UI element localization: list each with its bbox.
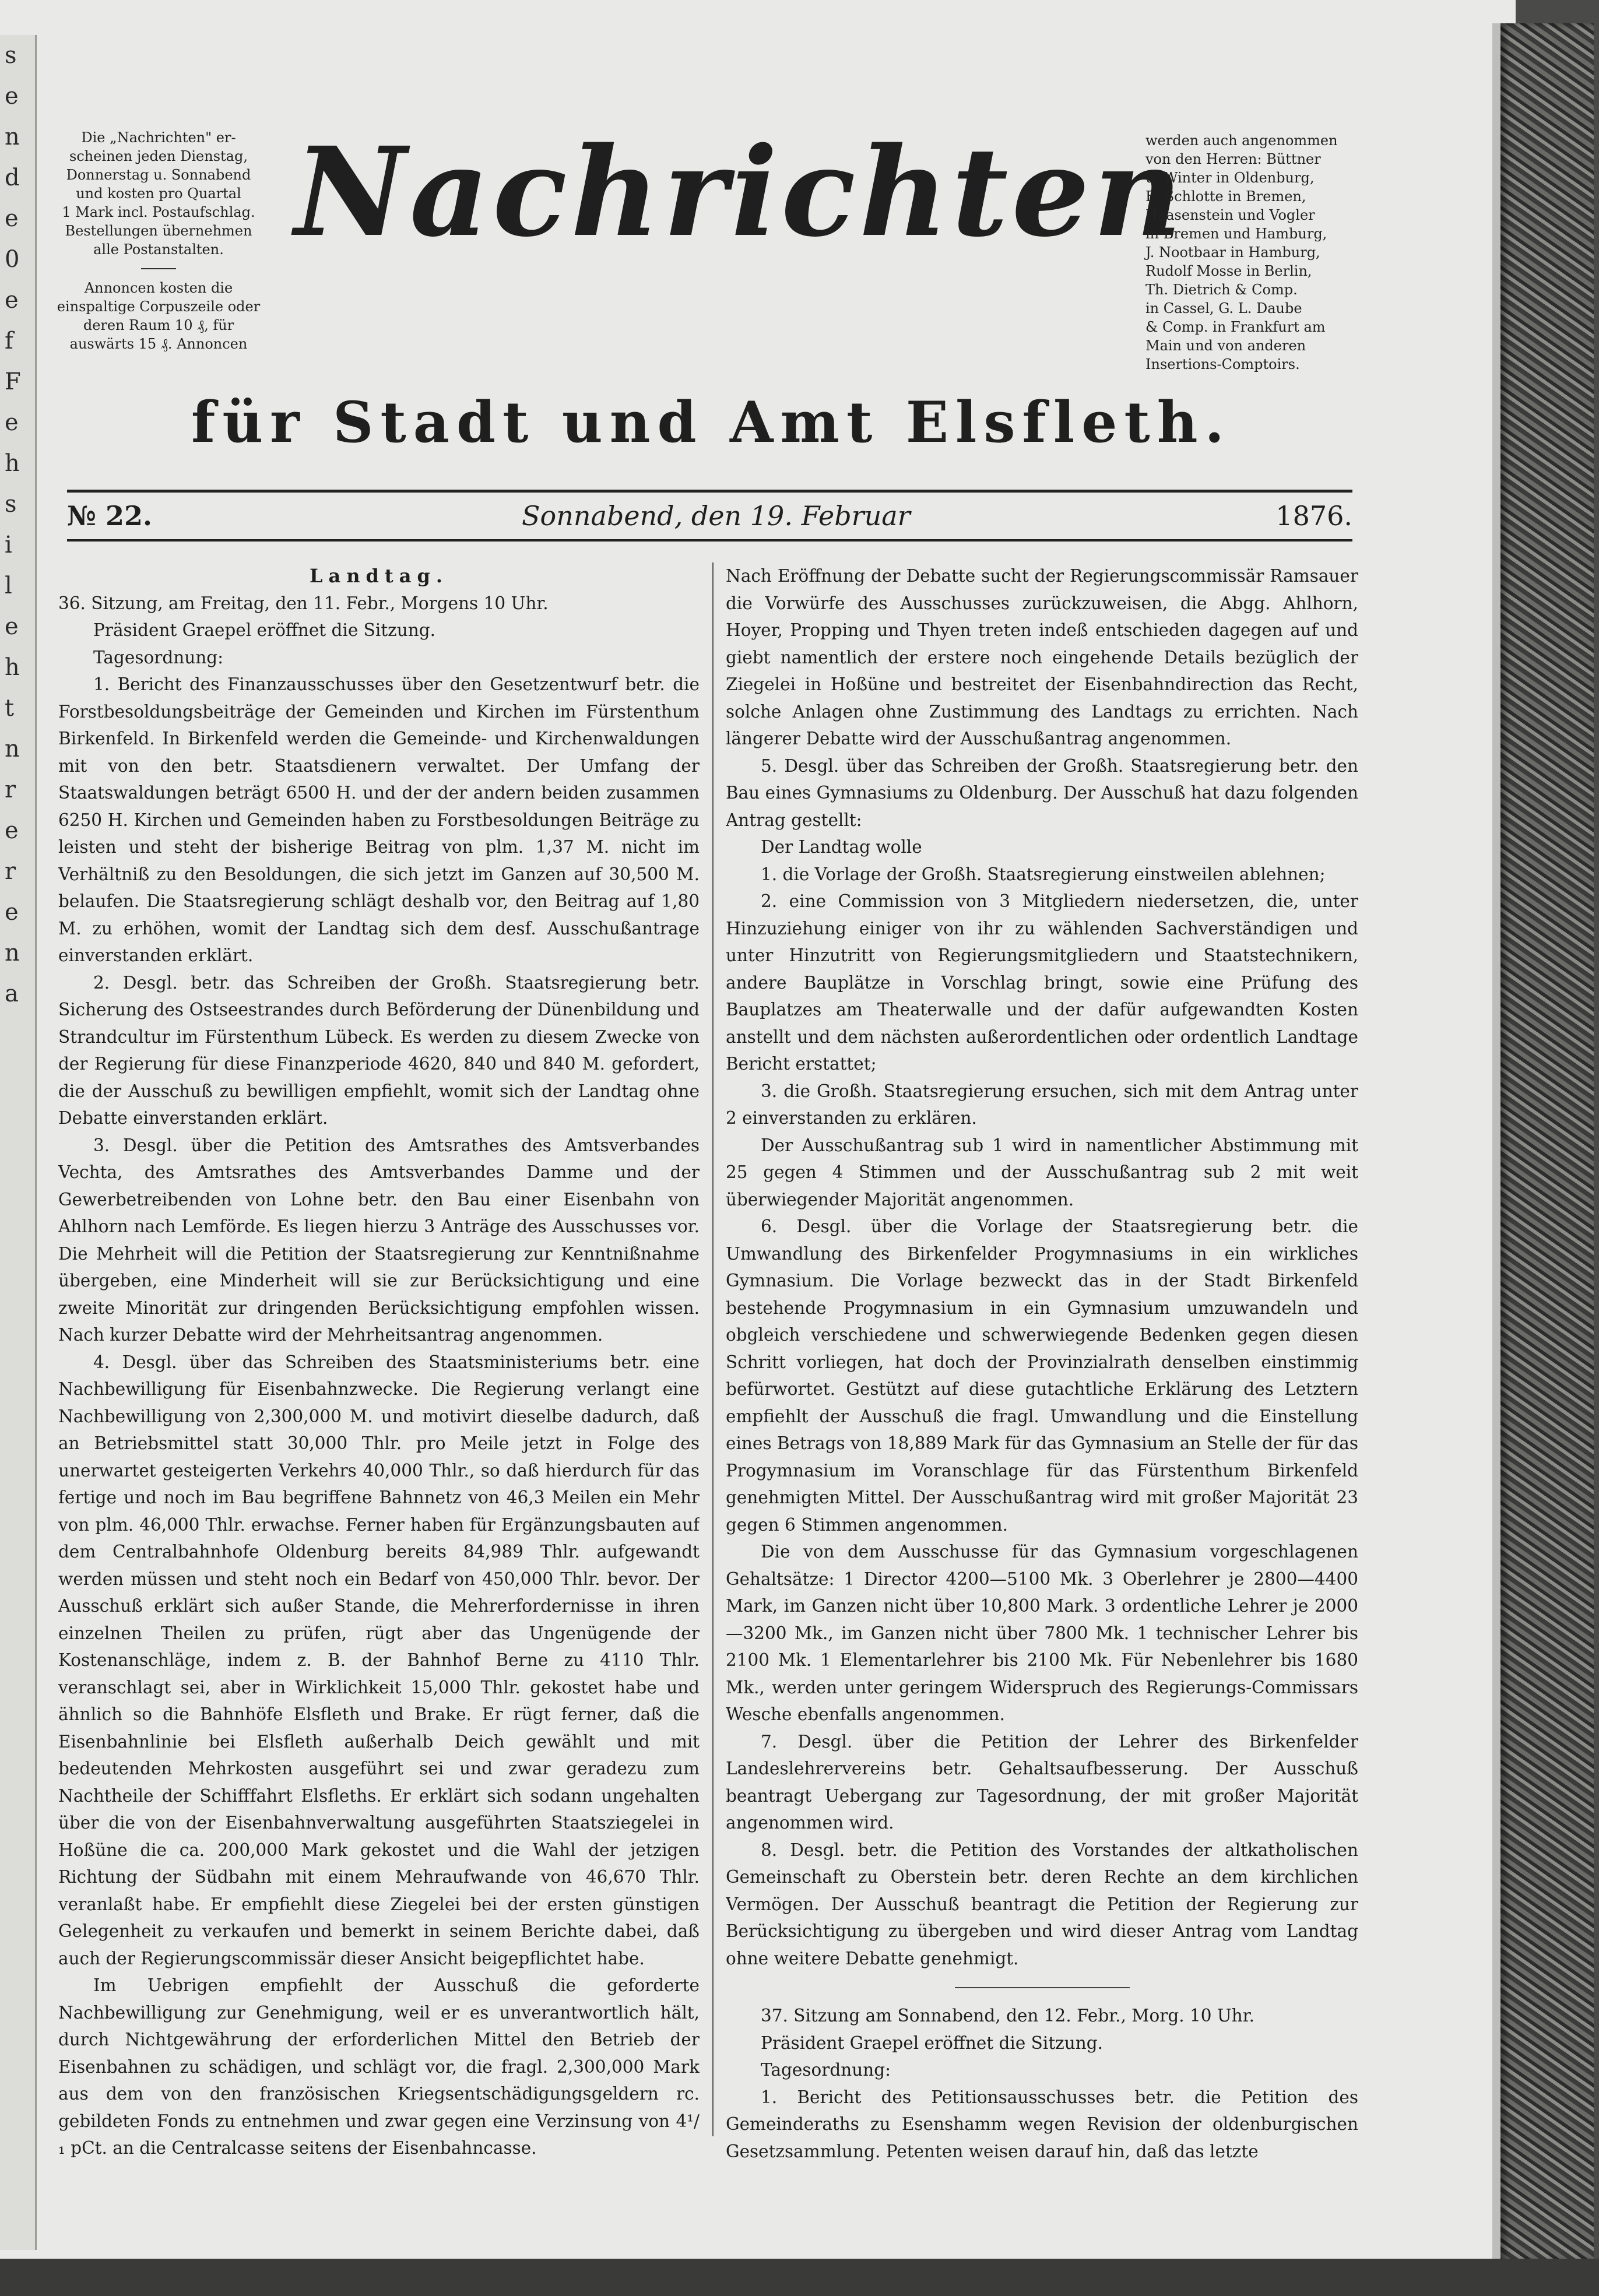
article-paragraph: Der Ausschußantrag sub 1 wird in namentlicher Abstimmung mit 25 gegen 4 Stimmen und der Ausschußantrag sub 2 mit weit überwiegender Majorität angenommen.: [726, 1135, 1358, 1209]
prev-page-fragment: e: [5, 613, 19, 640]
masthead-title: Nachrichten: [294, 120, 1186, 264]
prev-page-fragment: 0: [5, 246, 20, 273]
issue-number: № 22.: [67, 500, 153, 532]
agent-line: in Cassel, G. L. Daube: [1145, 300, 1302, 317]
prev-page-fragment: n: [5, 940, 20, 966]
article-paragraph: Nach Eröffnung der Debatte sucht der Regierungscommissär Ramsauer die Vorwürfe des Ausschusses zurückzuweisen, die Abgg. Ahlhorn, Hoyer, Propping und Thyen treten indeß entschieden dagegen auf und giebt namentlich der erstere noch eingehende Details bezüglich der Ziegelei in Hoßüne und bestreitet der Eisenbahndirection das Recht, solche Anlagen ohne Zustimmung des Landtags zu errichten. Nach längerer Debatte wird der Ausschußantrag angenommen.: [726, 566, 1358, 748]
article-paragraph: Tagesordnung:: [761, 2060, 891, 2080]
article-paragraph: 2. eine Commission von 3 Mitgliedern niedersetzen, die, unter Hinzuziehung einiger von ihr zu wählenden Sachverständigen und unter Hinzutritt von Regierungsmitgliedern und Staatstechnikern, andere Bauplätze in Vorschlag bringt, sowie eine Prüfung des Bauplatzes am Theaterwalle und der dafür aufgewandten Kosten anstellt und dem nächsten außerordentlichen oder ordentlich Landtage Bericht erstattet;: [726, 891, 1358, 1074]
prev-page-fragment: h: [5, 450, 20, 477]
article-paragraph: 4. Desgl. über das Schreiben des Staatsministeriums betr. eine Nachbewilligung für Eisenbahnzwecke. Die Regierung verlangt eine Nachbewilligung von 2,300,000 M. und motivirt dieselbe dadurch, daß an Betriebsmittel statt 30,000 Thlr. pro Meile jetzt in Folge des unerwartet gesteigerten Verkehrs 40,000 Thlr., so daß hierdurch für das fertige und noch im Bau begriffene Bahnnetz von 46,3 Meilen ein Mehr von plm. 46,000 Thlr. erwachse. Ferner haben für Ergänzungsbauten auf dem Centralbahnhofe Oldenburg bereits 84,989 Thlr. aufgewandt werden müssen und steht noch ein Bedarf von 450,000 Thlr. bevor. Der Ausschuß erklärt sich außer Stande, die Mehrerfordernisse in ihren einzelnen Theilen zu prüfen, rügt aber das Ungenügende der Kostenanschläge, indem z. B. der Bahnhof Berne zu 4110 Thlr. veranschlagt sei, aber in Wirklichkeit 15,000 Thlr. gekostet habe und ähnlich so die Bahnhöfe Elsfleth und Brake. Er rügt ferner, daß die Eisenbahnlinie bei Elsfleth außerhalb Deich gewählt und mit bedeutenden Mehrkosten ausgeführt sei und zwar geradezu zum Nachtheile der Schifffahrt Elsfleths. Er erklärt sich sodann ungehalten über die von der Eisenbahnverwaltung ausgeführten Staatsziegelei in Hoßüne die ca. 200,000 Mark gekostet und die Wahl der jetzigen Richtung der Südbahn mit einem Mehraufwande von 46,670 Thlr. veranlaßt habe. Er empfiehlt diese Ziegelei bei der ersten günstigen Gelegenheit zu verkaufen und bemerkt in seinem Berichte dabei, daß auch der Regierungscommissär dieser Ansicht beigepflichtet habe.: [58, 1352, 700, 1968]
article-paragraph: Die von dem Ausschusse für das Gymnasium vorgeschlagenen Gehaltsätze: 1 Director 4200—5100 Mk. 3 Oberlehrer je 2800—4400 Mark, im Ganzen nicht über 10,800 Mark. 3 ordentliche Lehrer je 2000—3200 Mk., im Ganzen nicht über 7800 Mk. 1 technischer Lehrer bis 2100 Mk. 1 Elementarlehrer bis 2100 Mk. Für Nebenlehrer bis 1680 Mk., werden unter geringem Widerspruch des Regierungs-Commissars Wesche ebenfalls angenommen.: [726, 1542, 1358, 1724]
agent-line: Main und von anderen: [1145, 337, 1306, 354]
prev-page-fragment: e: [5, 409, 19, 436]
prev-page-fragment: F: [5, 368, 21, 395]
issue-line: [67, 500, 1352, 535]
prev-page-fragment: s: [5, 42, 17, 69]
prev-page-fragment: d: [5, 164, 20, 191]
notice-line: Bestellungen übernehmen: [65, 223, 252, 239]
article-paragraph: 7. Desgl. über die Petition der Lehrer des Birkenfelder Landeslehrervereins betr. Gehaltsaufbesserung. Der Ausschuß beantragt Uebergang zur Tagesordnung, der mit großer Majorität angenommen wird.: [726, 1731, 1358, 1833]
prev-page-fragment: l: [5, 572, 12, 599]
prev-page-fragment: i: [5, 532, 12, 558]
agent-line: Th. Dietrich & Comp.: [1145, 282, 1298, 298]
notice-line: Donnerstag u. Sonnabend: [66, 167, 251, 183]
agent-line: & Comp. in Frankfurt am: [1145, 319, 1326, 335]
article-paragraph: Im Uebrigen empfiehlt der Ausschuß die geforderte Nachbewilligung zur Genehmigung, weil er es unverantwortlich hält, durch Nichtgewährung der erforderlichen Mittel den Betrieb der Eisenbahnen zu schädigen, und schlägt vor, die fragl. 2,300,000 Mark aus dem von den französischen Kriegsentschädigungsgeldern rc. gebildeten Fonds zu entnehmen und zwar gegen eine Verzinsung von 4¹/₁ pCt. an die Centralcasse seitens der Eisenbahncasse.: [58, 1975, 700, 2158]
prev-page-fragment: r: [5, 776, 16, 803]
prev-page-fragment: e: [5, 83, 19, 110]
prev-page-fragment: e: [5, 899, 19, 926]
agent-line: J. Nootbaar in Hamburg,: [1145, 244, 1320, 261]
column-divider: [712, 562, 714, 2136]
prev-page-fragment: n: [5, 124, 20, 150]
article-paragraph: Präsident Graepel eröffnet die Sitzung.: [93, 620, 435, 640]
article-column-right: [726, 562, 1358, 2212]
ad-rate-line: deren Raum 10 ₰, für: [83, 317, 234, 333]
agent-line: werden auch angenommen: [1145, 132, 1338, 149]
article-paragraph: 8. Desgl. betr. die Petition des Vorstandes der altkatholischen Gemeinschaft zu Oberstein betr. deren Rechte an dem kirchlichen Vermögen. Der Ausschuß beantragt die Petition der Regierung zur Berücksichtigung zu übergeben und wird dieser Antrag vom Landtag ohne weitere Debatte genehmigt.: [726, 1840, 1358, 1968]
adjacent-page-edge: [0, 35, 37, 2250]
notice-line: alle Postanstalten.: [93, 241, 224, 258]
article-paragraph: 1. die Vorlage der Großh. Staatsregierung einstweilen ablehnen;: [761, 864, 1326, 884]
marbled-binding: [1492, 23, 1594, 2262]
prev-page-fragment: r: [5, 858, 16, 885]
subscription-notice: [42, 128, 275, 353]
article-paragraph: Tagesordnung:: [93, 647, 224, 667]
ad-rate-line: Annoncen kosten die: [84, 280, 233, 296]
article-paragraph: Der Landtag wolle: [761, 837, 922, 857]
article-paragraph: Präsident Graepel eröffnet die Sitzung.: [761, 2033, 1103, 2053]
agent-line: u. Winter in Oldenburg,: [1145, 170, 1315, 186]
masthead-rule-top: [67, 490, 1352, 493]
scan-bottom-edge: [0, 2259, 1599, 2296]
agent-line: Haasenstein und Vogler: [1145, 207, 1315, 223]
notice-line: scheinen jeden Dienstag,: [69, 148, 248, 164]
agent-line: Insertions-Comptoirs.: [1145, 356, 1300, 372]
notice-line: Die „Nachrichten" er-: [81, 129, 236, 146]
subscription-terms: [42, 128, 275, 259]
prev-page-fragment: h: [5, 654, 20, 681]
ad-rate-line: auswärts 15 ₰. Annoncen: [69, 336, 248, 352]
prev-page-fragment: e: [5, 817, 19, 844]
article-paragraph: 37. Sitzung am Sonnabend, den 12. Febr., Morg. 10 Uhr.: [761, 2006, 1254, 2026]
agent-line: von den Herren: Büttner: [1145, 151, 1321, 167]
article-paragraph: 1. Bericht des Petitionsausschusses betr. die Petition des Gemeinderaths zu Esenshamm wegen Revision der oldenburgischen Gesetzsammlung. Petenten weisen darauf hin, daß das letzte: [726, 2087, 1358, 2161]
article-column-left: [58, 562, 700, 2212]
masthead-subtitle: für Stadt und Amt Elsfleth.: [191, 389, 1231, 455]
prev-page-fragment: t: [5, 695, 15, 722]
article-paragraph: 3. Desgl. über die Petition des Amtsrathes des Amtsverbandes Vechta, des Amtsrathes des Amtsverbandes Damme und der Gewerbetreibenden von Lohne betr. den Bau einer Eisenbahn von Ahlhorn nach Lemförde. Es liegen hierzu 3 Anträge des Ausschusses vor. Die Mehrheit will die Petition der Staatsregierung zur Kenntnißnahme übergeben, eine Minderheit will sie zur Berücksichtigung und eine zweite Minorität zur dringenden Berücksichtigung empfohlen wissen. Nach kurzer Debatte wird der Mehrheitsantrag angenommen.: [58, 1135, 700, 1345]
notice-divider: [141, 268, 176, 269]
issue-date: Sonnabend, den 19. Februar: [522, 500, 911, 532]
article-paragraph: 1. Bericht des Finanzausschusses über den Gesetzentwurf betr. die Forstbesoldungsbeiträge der Gemeinden und Kirchen im Fürstenthum Birkenfeld. In Birkenfeld werden die Gemeinde- und Kirchenwaldungen mit von den betr. Staatsdienern verwaltet. Der Umfang der Staatswaldungen beträgt 6500 H. und der der andern beiden zusammen 6250 H. Kirchen und Gemeinden haben zu Forstbesoldungen Beiträge zu leisten und steht der bisherige Beitrag von plm. 1,37 M. nicht im Verhältniß zu den Besoldungen, die sich jetzt im Ganzen auf 30,500 M. belaufen. Die Staatsregierung schlägt deshalb vor, den Beitrag auf 1,80 M. zu erhöhen, womit der Landtag sich dem desf. Ausschußantrage einverstanden erklärt.: [58, 674, 700, 965]
article-paragraph: 2. Desgl. betr. das Schreiben der Großh. Staatsregierung betr. Sicherung des Ostseestrandes durch Beförderung der Dünenbildung und Strandcultur im Fürstenthum Lübeck. Es werden zu diesem Zwecke von der Regierung für diese Finanzperiode 4620, 840 und 840 M. gefordert, die der Ausschuß zu bewilligen empfiehlt, womit sich der Landtag ohne Debatte einverstanden erklärt.: [58, 972, 700, 1128]
article-paragraph: 36. Sitzung, am Freitag, den 11. Febr., Morgens 10 Uhr.: [58, 593, 549, 613]
prev-page-fragment: e: [5, 205, 19, 232]
advertising-agents-notice: [1145, 131, 1355, 374]
prev-page-fragment: a: [5, 980, 19, 1007]
article-paragraph: 3. die Großh. Staatsregierung ersuchen, sich mit dem Antrag unter 2 einverstanden zu erklären.: [726, 1081, 1358, 1128]
masthead-rule-bottom: [67, 539, 1352, 542]
prev-page-fragment: s: [5, 491, 17, 518]
agent-line: E. Schlotte in Bremen,: [1145, 188, 1306, 205]
notice-line: und kosten pro Quartal: [76, 185, 241, 202]
notice-line: 1 Mark incl. Postaufschlag.: [62, 204, 255, 220]
article-paragraph: 6. Desgl. über die Vorlage der Staatsregierung betr. die Umwandlung des Birkenfelder Progymnasiums in ein wirkliches Gymnasium. Die Vorlage bezweckt das in der Stadt Birkenfeld bestehende Progymnasium in ein Gymnasium umzuwandeln und obgleich verschiedene und schwerwiegende Bedenken gegen diesen Schritt vorliegen, hat doch der Provinzialrath denselben einstimmig befürwortet. Gestützt auf diese gutachtliche Erklärung des Letztern empfiehlt der Ausschuß die fragl. Umwandlung und die Einstellung eines Betrags von 18,889 Mark für das Gymnasium an Stelle der für das Progymnasium im Voranschlage für das Fürstenthum Birkenfeld genehmigten Mittel. Der Ausschußantrag wird mit großer Majorität 23 gegen 6 Stimmen angenommen.: [726, 1216, 1358, 1535]
advertising-rates: [42, 279, 275, 353]
section-separator: [955, 1987, 1130, 1988]
agent-line: Rudolf Mosse in Berlin,: [1145, 263, 1312, 279]
agent-line: in Bremen und Hamburg,: [1145, 226, 1327, 242]
section-heading: Landtag.: [310, 565, 448, 587]
prev-page-fragment: e: [5, 287, 19, 314]
article-paragraph: 5. Desgl. über das Schreiben der Großh. Staatsregierung betr. den Bau eines Gymnasiums zu Oldenburg. Der Ausschuß hat dazu folgenden Antrag gestellt:: [726, 755, 1358, 830]
prev-page-fragment: f: [5, 328, 13, 354]
ad-rate-line: einspaltige Corpuszeile oder: [57, 298, 261, 315]
prev-page-fragment: n: [5, 736, 20, 762]
issue-year: 1876.: [1275, 500, 1352, 532]
